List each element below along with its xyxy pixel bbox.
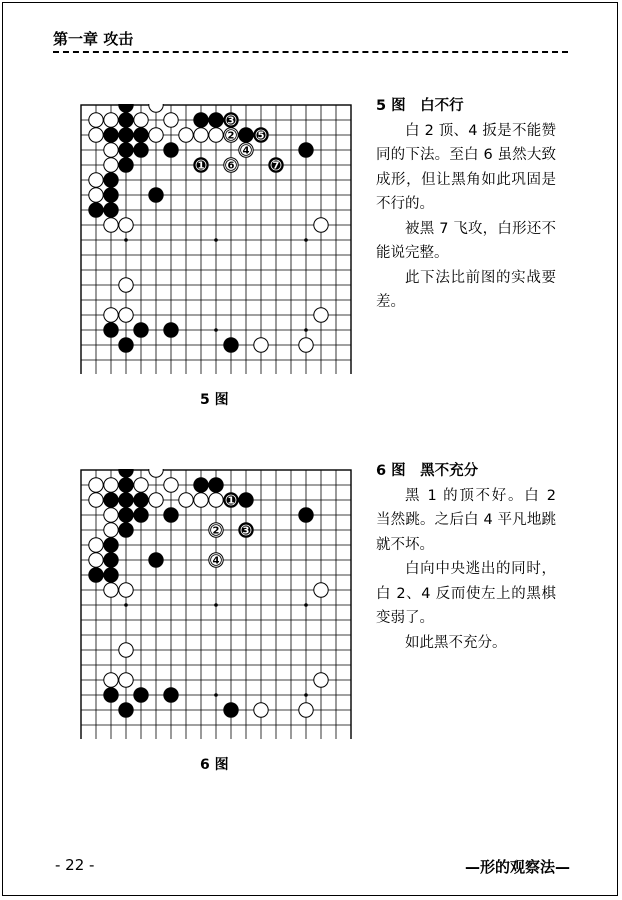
white-stone <box>119 583 133 597</box>
diagram-6-paragraph: 黑 1 的顶不好。白 2 当然跳。之后白 4 平凡地跳就不坏。 <box>376 487 556 553</box>
star-point <box>214 328 218 332</box>
star-point <box>304 328 308 332</box>
black-stone <box>104 568 118 582</box>
white-stone <box>149 104 163 112</box>
white-stone <box>299 703 313 717</box>
black-stone <box>209 113 223 127</box>
black-stone <box>89 203 103 217</box>
white-stone <box>89 493 103 507</box>
black-stone <box>164 323 178 337</box>
white-stone <box>314 218 328 232</box>
white-stone <box>104 478 118 492</box>
black-stone <box>119 338 133 352</box>
diagram-6-commentary <box>376 459 556 655</box>
white-stone <box>179 493 193 507</box>
black-stone <box>119 523 133 537</box>
black-stone <box>194 478 208 492</box>
white-stone <box>134 478 148 492</box>
diagram-5-commentary <box>376 94 556 315</box>
white-stone <box>104 158 118 172</box>
black-stone <box>299 508 313 522</box>
move-number: 7 <box>272 160 280 172</box>
white-stone <box>254 338 268 352</box>
star-point <box>304 238 308 242</box>
black-stone <box>149 188 163 202</box>
black-stone <box>104 323 118 337</box>
diagram-5-heading: 5 图 白不行 <box>376 98 464 114</box>
white-stone <box>164 478 178 492</box>
white-stone <box>164 113 178 127</box>
black-stone <box>119 469 133 477</box>
diagram-5-paragraph: 白 2 顶、4 扳是不能赞同的下法。至白 6 虽然大致成形，但让黑角如此巩固是不行的。 <box>376 122 556 212</box>
black-stone <box>134 493 148 507</box>
black-stone <box>299 143 313 157</box>
white-stone <box>119 673 133 687</box>
black-stone <box>104 173 118 187</box>
black-stone <box>164 508 178 522</box>
diagram-6-paragraph: 白向中央逃出的同时，白 2、4 反而使左上的黑棋变弱了。 <box>376 561 556 626</box>
black-stone <box>134 508 148 522</box>
black-stone <box>119 104 133 112</box>
move-number: 1 <box>197 160 205 172</box>
white-stone <box>104 673 118 687</box>
diagram-6-caption: 6 图 <box>200 757 229 773</box>
move-number: 2 <box>212 525 220 537</box>
white-stone <box>119 308 133 322</box>
white-stone <box>89 538 103 552</box>
black-stone <box>224 338 238 352</box>
white-stone <box>104 508 118 522</box>
move-number: 3 <box>242 525 250 537</box>
white-stone <box>254 703 268 717</box>
black-stone <box>104 203 118 217</box>
white-stone <box>104 583 118 597</box>
diagram-5-caption: 5 图 <box>200 392 229 408</box>
diagram-6-paragraph: 如此黑不充分。 <box>405 634 507 651</box>
move-number: 2 <box>227 130 235 142</box>
white-stone <box>89 188 103 202</box>
book-section-title: —形的观察法— <box>464 858 570 876</box>
white-stone <box>104 523 118 537</box>
white-stone <box>134 113 148 127</box>
black-stone <box>239 128 253 142</box>
white-stone <box>314 308 328 322</box>
star-point <box>214 238 218 242</box>
black-stone <box>119 158 133 172</box>
black-stone <box>104 553 118 567</box>
white-stone <box>104 113 118 127</box>
star-point <box>304 693 308 697</box>
black-stone <box>224 703 238 717</box>
diagram-6-heading: 6 图 黑不充分 <box>376 463 479 479</box>
diagram-5-paragraph: 此下法比前图的实战要差。 <box>376 269 556 310</box>
white-stone <box>194 493 208 507</box>
black-stone <box>149 553 163 567</box>
chapter-title: 第一章 攻击 <box>53 30 134 48</box>
diagram-5-paragraph: 被黑 7 飞攻，白形还不能说完整。 <box>376 220 556 261</box>
black-stone <box>209 478 223 492</box>
white-stone <box>209 128 223 142</box>
white-stone <box>314 583 328 597</box>
white-stone <box>149 493 163 507</box>
move-number: 1 <box>227 495 235 507</box>
black-stone <box>104 688 118 702</box>
black-stone <box>104 493 118 507</box>
black-stone <box>119 478 133 492</box>
white-stone <box>104 308 118 322</box>
black-stone <box>119 703 133 717</box>
black-stone <box>134 143 148 157</box>
black-stone <box>164 688 178 702</box>
white-stone <box>104 143 118 157</box>
white-stone <box>209 493 223 507</box>
page-number: - 22 - <box>55 856 95 874</box>
star-point <box>214 603 218 607</box>
white-stone <box>104 218 118 232</box>
white-stone <box>89 128 103 142</box>
white-stone <box>119 278 133 292</box>
move-number: 4 <box>212 555 220 567</box>
star-point <box>124 238 128 242</box>
white-stone <box>119 643 133 657</box>
star-point <box>124 603 128 607</box>
white-stone <box>89 113 103 127</box>
white-stone <box>194 128 208 142</box>
black-stone <box>134 323 148 337</box>
white-stone <box>119 218 133 232</box>
black-stone <box>164 143 178 157</box>
black-stone <box>104 538 118 552</box>
black-stone <box>239 493 253 507</box>
black-stone <box>119 508 133 522</box>
black-stone <box>104 188 118 202</box>
black-stone <box>119 113 133 127</box>
move-number: 5 <box>257 130 265 142</box>
black-stone <box>134 688 148 702</box>
white-stone <box>89 553 103 567</box>
white-stone <box>299 338 313 352</box>
black-stone <box>104 128 118 142</box>
black-stone <box>119 128 133 142</box>
white-stone <box>314 673 328 687</box>
white-stone <box>179 128 193 142</box>
black-stone <box>119 143 133 157</box>
black-stone <box>194 113 208 127</box>
header-divider <box>53 51 568 53</box>
go-board-diagram-5 <box>80 104 352 374</box>
black-stone <box>89 568 103 582</box>
move-number: 4 <box>242 145 250 157</box>
white-stone <box>89 478 103 492</box>
white-stone <box>149 128 163 142</box>
black-stone <box>134 128 148 142</box>
star-point <box>304 603 308 607</box>
go-board-diagram-6 <box>80 469 352 739</box>
star-point <box>214 693 218 697</box>
move-number: 6 <box>227 160 235 172</box>
white-stone <box>89 173 103 187</box>
white-stone <box>149 469 163 477</box>
move-number: 3 <box>227 115 235 127</box>
black-stone <box>119 493 133 507</box>
